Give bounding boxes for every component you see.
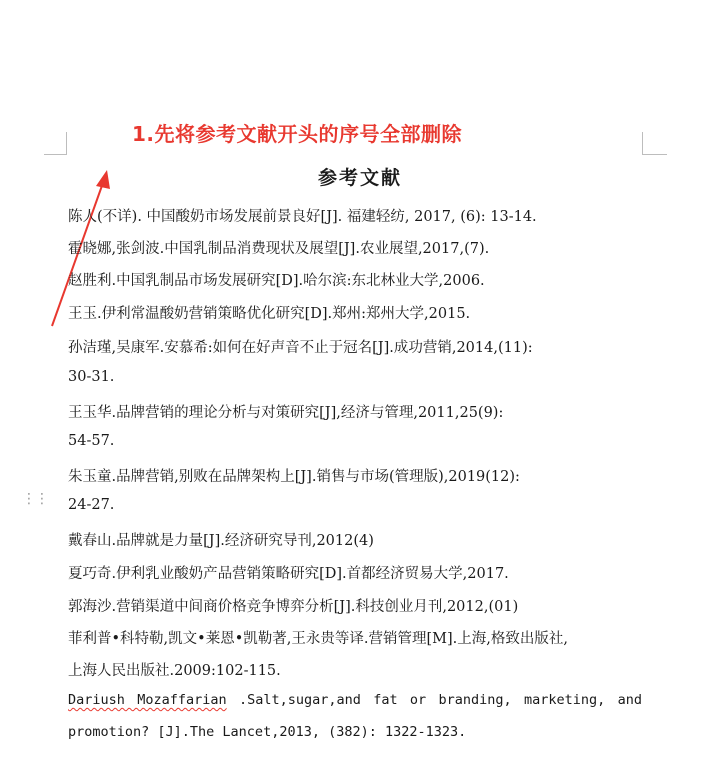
reference-line: 夏巧奇.伊利乳业酸奶产品营销策略研究[D].首都经济贸易大学,2017.: [68, 566, 509, 582]
english-reference-line: promotion? [J].The Lancet,2013, (382): 1322-1323.: [68, 724, 467, 740]
english-reference-line: [68, 692, 642, 708]
references-title: 参考文献: [317, 167, 402, 189]
reference-line: 30-31.: [68, 369, 115, 385]
reference-line: 赵胜利.中国乳制品市场发展研究[D].哈尔滨:东北林业大学,2006.: [68, 273, 485, 289]
reference-line: 陈人(不详). 中国酸奶市场发展前景良好[J]. 福建轻纺, 2017, (6): 13-14.: [68, 209, 537, 225]
reference-line: 24-27.: [68, 497, 115, 513]
reference-line: 孙洁瑾,吴康军.安慕希:如何在好声音不止于冠名[J].成功营销,2014,(11):: [68, 340, 533, 356]
annotation-text: 1.先将参考文献开头的序号全部删除: [132, 122, 463, 146]
reference-line: 朱玉童.品牌营销,别败在品牌架构上[J].销售与市场(管理版),2019(12):: [68, 469, 520, 485]
english-reference-author: Dariush Mozaffarian: [68, 692, 227, 708]
reference-line: 郭海沙.营销渠道中间商价格竞争博弈分析[J].科技创业月刊,2012,(01): [68, 599, 519, 615]
english-reference-text: .Salt,sugar,and fat or branding, marketing, and: [226, 692, 642, 708]
reference-line: 54-57.: [68, 433, 115, 449]
reference-line: 上海人民出版社.2009:102-115.: [68, 663, 281, 679]
reference-line: 菲利普•科特勒,凯文•莱恩•凯勒著,王永贵等译.营销管理[M].上海,格致出版社,: [68, 631, 568, 647]
reference-line: 戴春山.品牌就是力量[J].经济研究导刊,2012(4): [68, 533, 374, 549]
reference-line: 王玉华.品牌营销的理论分析与对策研究[J],经济与管理,2011,25(9):: [68, 405, 504, 421]
reference-line: 霍晓娜,张剑波.中国乳制品消费现状及展望[J].农业展望,2017,(7).: [68, 241, 490, 257]
reference-line: 王玉.伊利常温酸奶营销策略优化研究[D].郑州:郑州大学,2015.: [68, 306, 471, 322]
drag-handle-icon[interactable]: ⋮⋮: [22, 491, 48, 507]
